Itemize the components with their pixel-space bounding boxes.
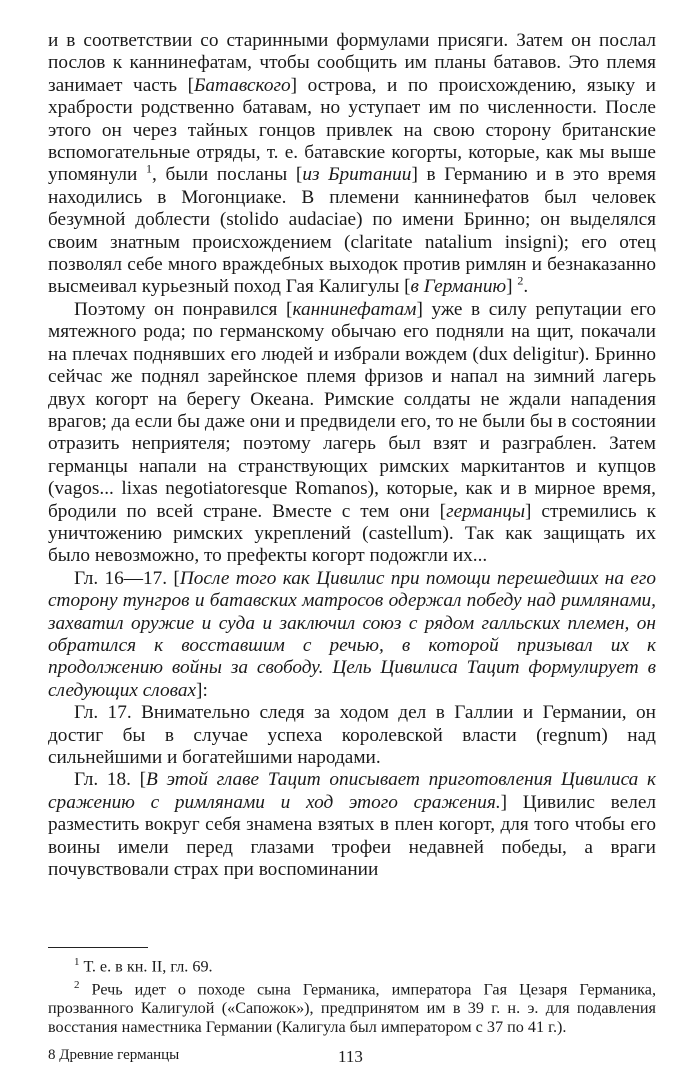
paragraph-5: Гл. 18. [В этой главе Тацит описывает приготовления Цивилиса к сражению с римлянами и ход этого сражения.] Цивилис велел разместить вокруг себя знамена взятых в плен когорт, для того чтобы его воины имели перед глазами трофеи недавней победы, а враги почувствовали страх при воспоминании [48,769,656,881]
main-text [48,30,656,881]
footnote-ref-2: 2 [517,274,524,289]
paragraph-1: и в соответствии со старинными формулами присяги. Затем он послал послов к каннинефатам, чтобы сообщить им планы батавов. Это племя занимает часть [Батавского] острова, и по происхождению, языку и храбрости родственно батавам, но уступает им по численности. После этого он через тайных гонцов привлек на свою сторону британские вспомогательные отряды, т. е. батавские когорты, которые, как мы выше упомянули $^1$, были посланы [из Британии] в Германию и в это время находились в Могонциаке. В племени каннинефатов был человек безумной доблести (stolido audaciae) по имени Бринно; он выделялся своим знатным происхождением (claritate natalium insigni); его отец позволял себе много враждебных выходок против римлян и безнаказанно высмеивал курьезный поход Гая Калигулы [в Германию] $^2$. [48,30,656,298]
footnote-2: $^2$ Речь идет о походе сына Германика, императора Гая Цезаря Германика, прозванного Калигулой («Сапожок»), предпринятом им в 39 г. н. э. для подавления восстания наместника Германии (Калигула был императором с 37 по 41 г.). [48,979,656,1037]
page-footer [48,1047,656,1071]
printer-signature: 8 Древние германцы [48,1047,180,1063]
paragraph-2: Поэтому он понравился [каннинефатам] уже в силу репутации его мятежного рода; по германскому обычаю его подняли на щит, покачали на плечах поднявших его людей и избрали вождем (dux deligitur). Бринно сейчас же поднял зарейнское племя фризов и напал на зимний лагерь двух когорт на берегу Океана. Римские солдаты не ждали нападения врагов; да если бы даже они и предвидели его, то не были бы в состоянии отразить неприятеля; поэтому лагерь был взят и разграблен. Затем германцы напали на странствующих римских маркитантов и купцов (vagos... lixas negotiatoresque Romanos), которые, как и в мирное время, бродили по всей стране. Вместе с тем они [германцы] стремились к уничтожению римских укреплений (castellum). Так как защищать их было невозможно, то префекты когорт подожгли их... [48,298,656,567]
paragraph-3: Гл. 16—17. [После того как Цивилис при помощи перешедших на его сторону тунгров и батавских матросов одержал победу над римлянами, захватил оружие и суда и заключил союз с рядом галльских племен, он обратился к восставшим с речью, в которой призывал их к продолжению войны за свободу. Цель Цивилиса Тацит формулирует в следующих словах]: [48,567,656,701]
footnote-1: $^1$ Т. е. в кн. II, гл. 69. [74,956,213,976]
page-number: 113 [338,1047,363,1066]
footnote-divider [48,947,148,948]
paragraph-4: Гл. 17. Внимательно следя за ходом дел в Галлии и Германии, он достиг бы в случае успеха королевской власти (regnum) над сильнейшими и богатейшими народами. [48,702,656,768]
footnote-ref-1: 1 [146,162,152,177]
footnotes [48,953,656,1037]
